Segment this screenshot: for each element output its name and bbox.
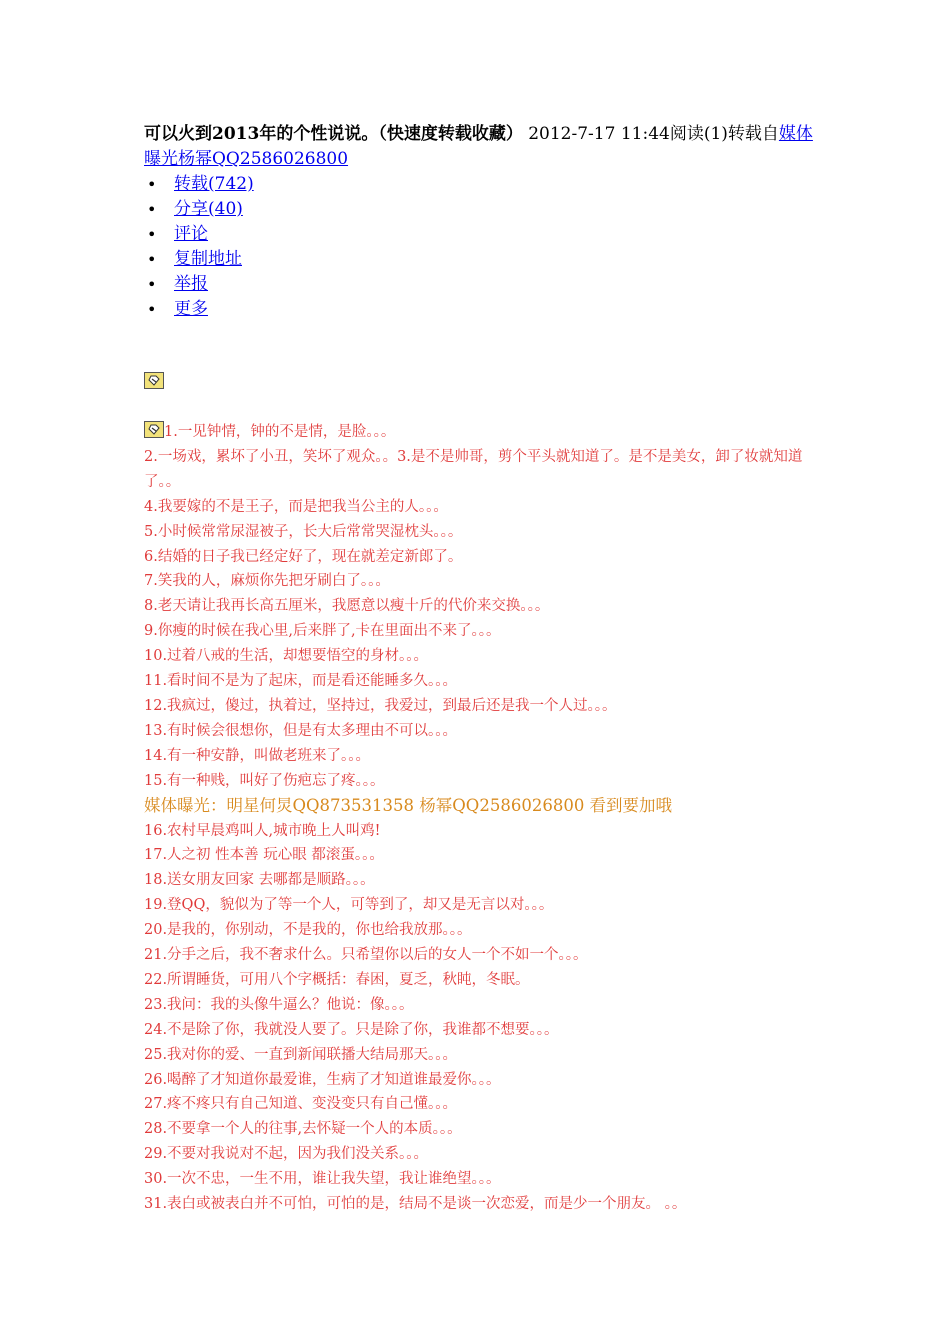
list-item: 15.有一种贱，叫好了伤疤忘了疼。。。 [144,772,385,789]
list-item: 22.所谓睡货，可用八个字概括：春困，夏乏，秋盹，冬眠。 [144,971,530,988]
list-item: 30.一次不忠，一生不用，谁让我失望，我让谁绝望。。。 [144,1171,501,1188]
line-text: 1.一见钟情，钟的不是情，是脸。。。 [164,424,396,440]
more-link[interactable]: 更多 [174,299,208,319]
content [144,420,824,1217]
list-item: 20.是我的，你别动，不是我的，你也给我放那。。。 [144,922,472,939]
action-item [147,247,824,272]
list-item: 28.不要拿一个人的往事,去怀疑一个人的本质。。。 [144,1121,462,1138]
action-item [147,272,824,297]
bullet-icon: • [147,200,157,219]
list-item: 13.有时候会很想你，但是有太多理由不可以。。。 [144,722,458,739]
list-item: 4.我要嫁的不是王子，而是把我当公主的人。。。 [144,498,448,515]
bullet-icon: • [147,225,157,244]
list-item: 5.小时候常常尿湿被子，长大后常常哭湿枕头。。。 [144,523,463,540]
list-item: 31.表白或被表白并不可怕，可怕的是，结局不是谈一次恋爱，而是少一个朋友。 。。 [144,1196,687,1213]
list-item: 24.不是除了你，我就没人要了。只是除了你，我谁都不想要。。。 [144,1021,559,1038]
action-item [147,297,824,322]
list-item: 16.农村早晨鸡叫人,城市晚上人叫鸡! [144,822,381,839]
list-item: 10.过着八戒的生活，却想要悟空的身材。。。 [144,648,429,665]
post [144,122,824,322]
list-item: 6.结婚的日子我已经定好了，现在就差定新郎了。 [144,548,463,565]
action-item [147,197,824,222]
post-meta: 2012-7-17 11:44阅读(1)转载自 [522,124,779,144]
list-item: 25.我对你的爱、一直到新闻联播大结局那天。。。 [144,1046,458,1063]
bullet-icon: • [147,300,157,319]
list-item: 11.看时间不是为了起床，而是看还能睡多久。。。 [144,673,458,690]
action-item [147,172,824,197]
promo-line: 媒体曝光：明星何炅QQ873531358 杨幂QQ2586026800 看到要加哦 [144,795,673,815]
list-item: 29.不要对我说对不起，因为我们没关系。。。 [144,1146,429,1163]
post-header [144,122,824,172]
bullet-icon: • [147,250,157,269]
list-item: 9.你瘦的时候在我心里,后来胖了,卡在里面出不来了。。。 [144,623,501,640]
list-item: 17.人之初 性本善 玩心眼 都滚蛋。。。 [144,847,384,864]
list-item: 19.登QQ，貌似为了等一个人，可等到了，却又是无言以对。。。 [144,897,554,914]
source-link[interactable]: 媒体曝光杨幂QQ2586026800 [144,124,813,169]
broken-image-icon [144,421,164,438]
list-item: 23.我问：我的头像牛逼么？他说：像。。。 [144,996,414,1013]
copy-address-link[interactable]: 复制地址 [174,249,242,269]
report-link[interactable]: 举报 [174,274,208,294]
list-item [144,420,824,445]
list-item: 26.喝醉了才知道你最爱谁，生病了才知道谁最爱你。。。 [144,1071,501,1088]
repost-link[interactable]: 转载(742) [174,174,254,194]
action-item [147,222,824,247]
list-item: 21.分手之后，我不奢求什么。只希望你以后的女人一个不如一个。。。 [144,947,588,964]
post-title: 可以火到2013年的个性说说。（快速度转载收藏） [144,124,523,144]
list-item: 8.老天请让我再长高五厘米，我愿意以瘦十斤的代价来交换。。。 [144,598,550,615]
list-item: 14.有一种安静，叫做老班来了。。。 [144,747,371,764]
bullet-icon: • [147,175,157,194]
broken-image-icon [144,372,164,389]
list-item: 7.笑我的人，麻烦你先把牙刷白了。。。 [144,573,390,590]
comment-link[interactable]: 评论 [174,224,208,244]
image-placeholder [144,370,164,389]
bullet-icon: • [147,275,157,294]
action-list [144,172,824,322]
list-item: 27.疼不疼只有自己知道、变没变只有自己懂。。。 [144,1096,458,1113]
share-link[interactable]: 分享(40) [174,199,243,219]
list-item: 18.送女朋友回家 去哪都是顺路。。。 [144,872,375,889]
list-item: 2.一场戏，累坏了小丑，笑坏了观众。。3.是不是帅哥，剪个平头就知道了。是不是美女，卸了妆就知道了。。 [144,448,803,490]
list-item: 12.我疯过，傻过，执着过，坚持过，我爱过，到最后还是我一个人过。。。 [144,697,617,714]
